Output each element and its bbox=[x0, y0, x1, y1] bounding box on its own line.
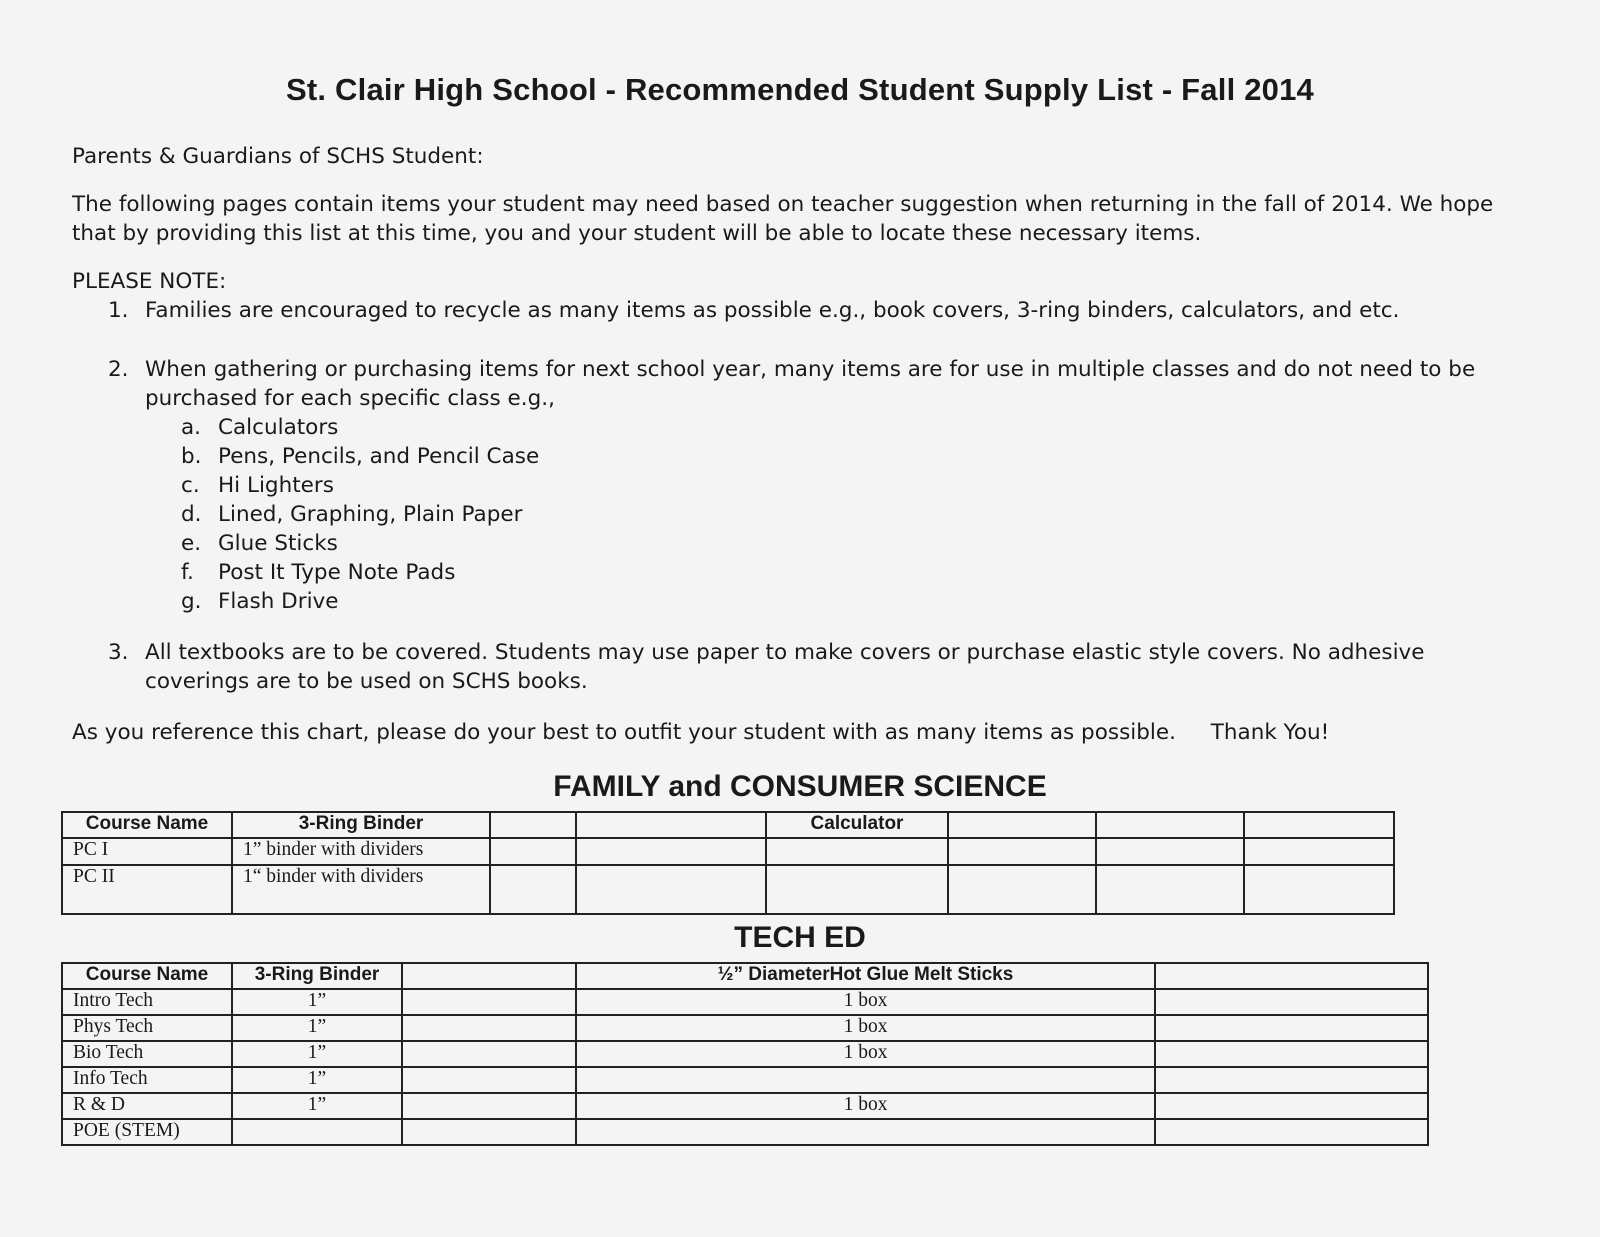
table-cell: 1” bbox=[232, 989, 402, 1015]
table-cell bbox=[1244, 865, 1394, 914]
table-header-cell: ½” DiameterHot Glue Melt Sticks bbox=[576, 963, 1155, 989]
table-cell bbox=[232, 1119, 402, 1145]
table-cell: 1” binder with dividers bbox=[232, 838, 490, 865]
table-cell bbox=[402, 1119, 576, 1145]
list-item: Hi Lighters bbox=[218, 473, 334, 498]
list-item-letter: g. bbox=[181, 589, 202, 614]
list-item: Glue Sticks bbox=[218, 531, 338, 556]
table-cell bbox=[576, 865, 766, 914]
table-cell bbox=[402, 1067, 576, 1093]
table-header-row bbox=[62, 963, 1428, 989]
table-header-cell: Course Name bbox=[62, 963, 232, 989]
table-header-cell bbox=[1244, 812, 1394, 838]
table-cell bbox=[766, 838, 948, 865]
table-header-cell bbox=[490, 812, 576, 838]
table-cell: PC II bbox=[62, 865, 232, 914]
table-row bbox=[62, 989, 1428, 1015]
table-cell: 1 box bbox=[576, 989, 1155, 1015]
table-header-cell bbox=[1155, 963, 1428, 989]
table-cell: 1 box bbox=[576, 1041, 1155, 1067]
salutation: Parents & Guardians of SCHS Student: bbox=[72, 144, 484, 169]
table-row bbox=[62, 1093, 1428, 1119]
table-header-cell bbox=[948, 812, 1096, 838]
table-cell bbox=[1244, 838, 1394, 865]
table-cell bbox=[1155, 1093, 1428, 1119]
table-cell: Intro Tech bbox=[62, 989, 232, 1015]
note-number: 1. bbox=[108, 298, 129, 323]
table-row bbox=[62, 865, 1394, 914]
table-header-cell: Calculator bbox=[766, 812, 948, 838]
list-item-letter: e. bbox=[181, 531, 202, 556]
table-cell bbox=[576, 838, 766, 865]
list-item-letter: a. bbox=[181, 415, 202, 440]
table-cell: PC I bbox=[62, 838, 232, 865]
list-item-letter: c. bbox=[181, 473, 200, 498]
table-cell bbox=[402, 1093, 576, 1119]
tech-ed-supply-table bbox=[61, 962, 1429, 1146]
table-header-cell bbox=[1096, 812, 1244, 838]
table-cell: 1” bbox=[232, 1093, 402, 1119]
table-cell: Info Tech bbox=[62, 1067, 232, 1093]
note-text: When gathering or purchasing items for next school year, many items are for use in multiple classes and do not need to be purchased for each specific class e.g., bbox=[145, 357, 1476, 411]
table-cell bbox=[1096, 838, 1244, 865]
table-cell bbox=[766, 865, 948, 914]
table-cell bbox=[1155, 1119, 1428, 1145]
table-row bbox=[62, 1015, 1428, 1041]
tech-ed-heading: TECH ED bbox=[734, 921, 866, 954]
closing-line bbox=[72, 718, 1329, 747]
table-cell: 1” bbox=[232, 1067, 402, 1093]
note-number: 2. bbox=[108, 357, 129, 382]
table-cell: R & D bbox=[62, 1093, 232, 1119]
fcs-heading: FAMILY and CONSUMER SCIENCE bbox=[553, 770, 1047, 803]
table-cell bbox=[1155, 1041, 1428, 1067]
table-cell bbox=[490, 838, 576, 865]
table-row bbox=[62, 1067, 1428, 1093]
table-cell bbox=[576, 1067, 1155, 1093]
table-header-row bbox=[62, 812, 1394, 838]
list-item: Lined, Graphing, Plain Paper bbox=[218, 502, 523, 527]
page-title: St. Clair High School - Recommended Student Supply List - Fall 2014 bbox=[286, 72, 1314, 107]
list-item-letter: b. bbox=[181, 444, 202, 469]
table-cell bbox=[1155, 1015, 1428, 1041]
table-cell bbox=[490, 865, 576, 914]
table-header-cell: 3-Ring Binder bbox=[232, 812, 490, 838]
list-item: Calculators bbox=[218, 415, 339, 440]
list-item-letter: f. bbox=[181, 560, 194, 585]
table-cell bbox=[1155, 1067, 1428, 1093]
table-cell bbox=[948, 865, 1096, 914]
table-row bbox=[62, 838, 1394, 865]
table-header-cell bbox=[402, 963, 576, 989]
table-row bbox=[62, 1119, 1428, 1145]
table-cell bbox=[402, 989, 576, 1015]
table-header-cell: Course Name bbox=[62, 812, 232, 838]
table-cell bbox=[402, 1041, 576, 1067]
table-cell bbox=[1096, 865, 1244, 914]
note-label: PLEASE NOTE: bbox=[72, 269, 227, 294]
list-item: Pens, Pencils, and Pencil Case bbox=[218, 444, 540, 469]
list-item: Flash Drive bbox=[218, 589, 339, 614]
table-cell: Bio Tech bbox=[62, 1041, 232, 1067]
note-text: All textbooks are to be covered. Students may use paper to make covers or purchase elastic style covers. No adhesive coverings are to be used on SCHS books. bbox=[145, 640, 1425, 694]
intro-paragraph: The following pages contain items your student may need based on teacher suggestion when returning in the fall of 2014. We hope that by providing this list at this time, you and your student will be able to locate these necessary items. bbox=[72, 192, 1494, 246]
thank-you: Thank You! bbox=[1210, 720, 1330, 745]
table-cell: POE (STEM) bbox=[62, 1119, 232, 1145]
table-cell: 1“ binder with dividers bbox=[232, 865, 490, 914]
note-text: Families are encouraged to recycle as many items as possible e.g., book covers, 3-ring binders, calculators, and etc. bbox=[145, 298, 1400, 323]
list-item-letter: d. bbox=[181, 502, 202, 527]
table-cell: Phys Tech bbox=[62, 1015, 232, 1041]
table-header-cell bbox=[576, 812, 766, 838]
table-row bbox=[62, 1041, 1428, 1067]
table-cell: 1 box bbox=[576, 1093, 1155, 1119]
table-cell: 1 box bbox=[576, 1015, 1155, 1041]
closing-text: As you reference this chart, please do your best to outfit your student with as many items as possible. bbox=[72, 720, 1176, 745]
table-cell bbox=[576, 1119, 1155, 1145]
table-cell bbox=[402, 1015, 576, 1041]
note-number: 3. bbox=[108, 640, 129, 665]
table-cell bbox=[948, 838, 1096, 865]
table-header-cell: 3-Ring Binder bbox=[232, 963, 402, 989]
fcs-supply-table bbox=[61, 811, 1395, 915]
table-cell: 1” bbox=[232, 1015, 402, 1041]
table-cell: 1” bbox=[232, 1041, 402, 1067]
list-item: Post It Type Note Pads bbox=[218, 560, 456, 585]
table-cell bbox=[1155, 989, 1428, 1015]
